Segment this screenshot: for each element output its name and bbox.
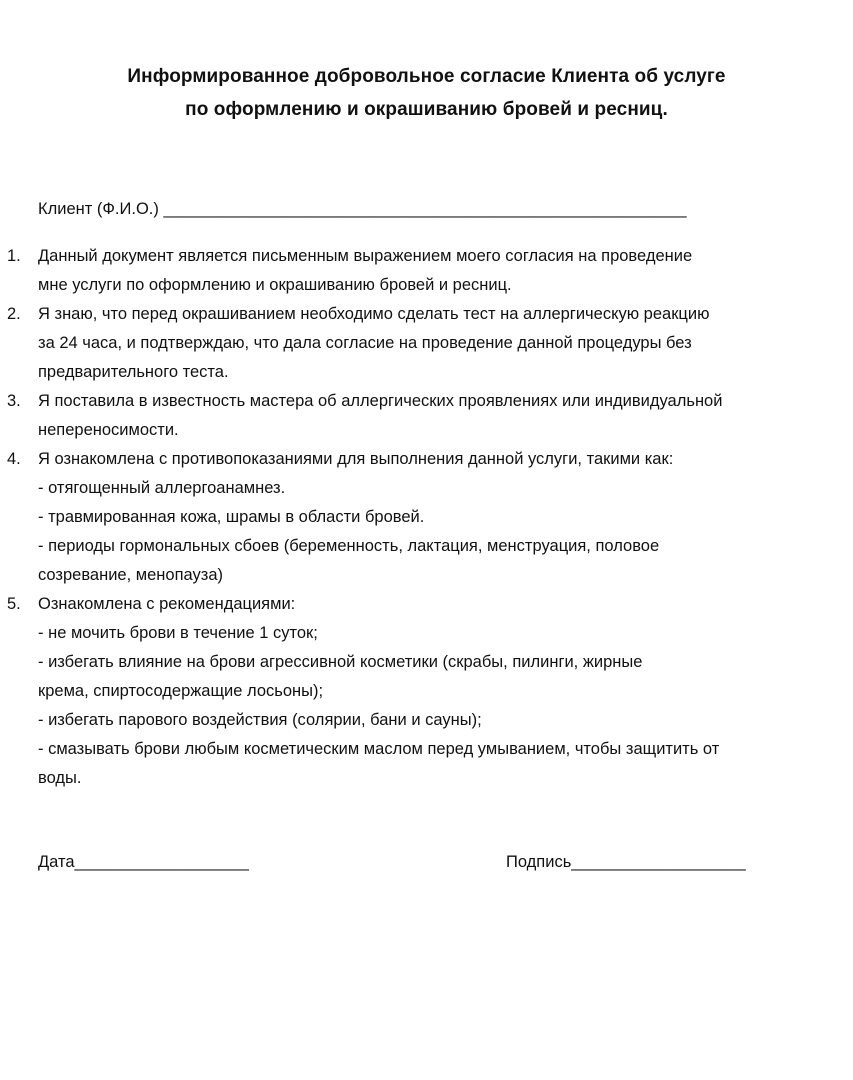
item-text-line: - периоды гормональных сбоев (беременность, лактация, менструация, половое — [38, 537, 660, 555]
item-text-line: Я знаю, что перед окрашиванием необходимо сделать тест на аллергическую реакцию — [38, 305, 710, 323]
item-text-line: - избегать парового воздействия (солярии, бани и сауны); — [38, 711, 482, 729]
item-number: 1. — [7, 247, 21, 265]
item-text-line: - не мочить брови в течение 1 суток; — [38, 624, 318, 642]
item-number: 3. — [7, 392, 21, 410]
title-line-2: по оформлению и окрашиванию бровей и ресниц. — [185, 99, 668, 120]
item-text-line: - отягощенный аллергоанамнез. — [38, 479, 286, 497]
item-text-line: - травмированная кожа, шрамы в области бровей. — [38, 508, 425, 526]
item-number: 5. — [7, 595, 21, 613]
item-text-line: - избегать влияние на брови агрессивной косметики (скрабы, пилинги, жирные — [38, 653, 643, 671]
item-number: 2. — [7, 305, 21, 323]
consent-items-list — [0, 242, 853, 793]
item-text-line: крема, спиртосодержащие лосьоны); — [38, 682, 324, 700]
item-text-line: предварительного теста. — [38, 363, 229, 381]
item-text-line: Я ознакомлена с противопоказаниями для выполнения данной услуги, такими как: — [38, 450, 674, 468]
title-line-1: Информированное добровольное согласие Клиента об услуге — [127, 66, 726, 87]
list-item — [0, 387, 828, 445]
document-title — [0, 60, 853, 126]
list-item — [0, 300, 828, 387]
item-text-line: Ознакомлена с рекомендациями: — [38, 595, 296, 613]
item-text-line: - смазывать брови любым косметическим маслом перед умыванием, чтобы защитить от — [38, 740, 720, 758]
item-text-line: Я поставила в известность мастера об аллергических проявлениях или индивидуальной — [38, 392, 723, 410]
item-text-line: Данный документ является письменным выражением моего согласия на проведение — [38, 247, 693, 265]
signature-field: Подпись___________________ — [506, 853, 746, 871]
item-text-line: мне услуги по оформлению и окрашиванию бровей и ресниц. — [38, 276, 512, 294]
list-item — [0, 242, 828, 300]
list-item — [0, 445, 828, 590]
date-field: Дата___________________ — [38, 853, 249, 871]
list-item — [0, 590, 828, 793]
item-text-line: воды. — [38, 769, 82, 787]
item-text-line: за 24 часа, и подтверждаю, что дала согласие на проведение данной процедуры без — [38, 334, 692, 352]
item-text-line: непереносимости. — [38, 421, 179, 439]
client-name-field: Клиент (Ф.И.О.) _________________________________________________________ — [38, 200, 687, 218]
item-text-line: созревание, менопауза) — [38, 566, 223, 584]
item-number: 4. — [7, 450, 21, 468]
